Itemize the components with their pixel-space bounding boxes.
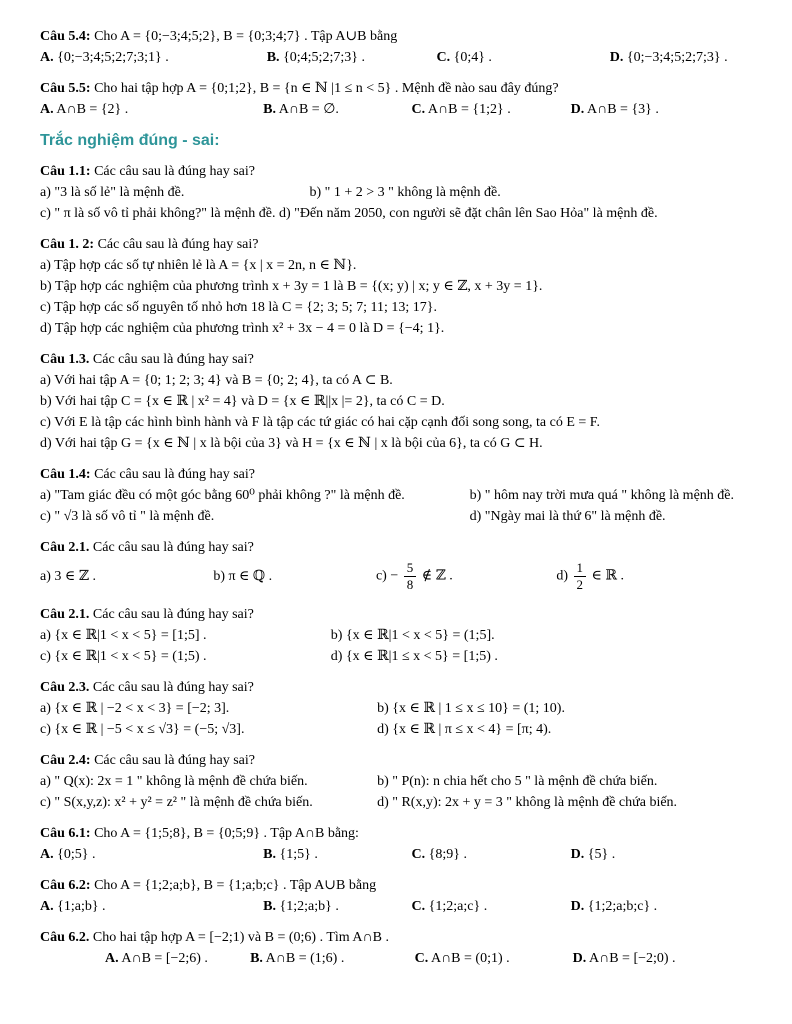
question-block-2-1b: [40, 604, 752, 667]
option-letter: B.: [263, 899, 276, 914]
question-block-2-3: [40, 677, 752, 740]
question-block-1-2: [40, 234, 752, 339]
question-stem: [40, 161, 752, 182]
question-block-1-3: [40, 349, 752, 454]
statements-row: [40, 182, 752, 203]
statement-c: c) Với E là tập các hình bình hành và F là tập các tứ giác có hai cặp cạnh đối song song, ta có E = F.: [40, 415, 600, 430]
option-letter: B.: [266, 50, 280, 65]
question-block-5-4: [40, 26, 752, 68]
question-text: Cho A = {0;−3;4;5;2}, B = {0;3;4;7} . Tập A∪B bằng: [94, 29, 398, 44]
question-label: Câu 6.2.: [40, 930, 90, 945]
option-b: [250, 948, 409, 969]
question-text: Các câu sau là đúng hay sai?: [94, 753, 256, 768]
question-text: Các câu sau là đúng hay sai?: [92, 540, 254, 555]
option-text: A∩B = ∅.: [278, 102, 339, 117]
statement-c: c) {x ∈ ℝ|1 < x < 5} = (1;5) .: [40, 649, 207, 664]
option-text: {1;2;a;b} .: [279, 899, 339, 914]
question-stem: [40, 537, 752, 558]
fraction-numerator: 1: [574, 561, 587, 577]
statement-c-prefix: c) −: [375, 568, 399, 584]
option-letter: D.: [570, 102, 585, 117]
question-stem: [40, 677, 752, 698]
statement-c: [376, 561, 550, 591]
statements-row: [40, 506, 752, 527]
statement-d-suffix: ∈ ℝ .: [591, 568, 625, 584]
question-label: Câu 5.4:: [40, 29, 91, 44]
option-a: [40, 844, 257, 865]
option-c: [412, 99, 565, 120]
option-text: A∩B = [−2;6) .: [121, 951, 208, 966]
statement-a: a) 3 ∈ ℤ .: [40, 568, 96, 584]
statement-a: a) "Tam giác đều có một góc bằng 60⁰ phải không ?" là mệnh đề.: [40, 488, 405, 503]
statement-c-suffix: ∉ ℤ .: [421, 568, 453, 584]
option-letter: A.: [40, 102, 54, 117]
statement-a: a) Tập hợp các số tự nhiên lẻ là A = {x | x = 2n, n ∈ ℕ}.: [40, 258, 357, 273]
option-letter: B.: [250, 951, 263, 966]
statement-b: b) {x ∈ ℝ|1 < x < 5} = (1;5].: [330, 628, 495, 643]
option-letter: A.: [105, 951, 119, 966]
statement-b: b) Tập hợp các nghiệm của phương trình x + 3y = 1 là B = {(x; y) | x; y ∈ ℤ, x + 3y = 1}.: [40, 279, 543, 294]
statement-c: c) {x ∈ ℝ | −5 < x ≤ √3} = (−5; √3].: [40, 722, 245, 737]
option-letter: C.: [414, 951, 429, 966]
question-label: Câu 2.3.: [40, 680, 90, 695]
statement-b: b) " hôm nay trời mưa quá " không là mệnh đề.: [469, 488, 734, 503]
question-block-6-2b: [40, 927, 752, 969]
option-letter: D.: [572, 951, 587, 966]
option-text: {1;5} .: [279, 847, 318, 862]
question-text: Cho hai tập hợp A = {0;1;2}, B = {n ∈ ℕ |1 ≤ n < 5} . Mệnh đề nào sau đây đúng?: [94, 81, 559, 96]
question-text: Các câu sau là đúng hay sai?: [94, 467, 256, 482]
option-letter: C.: [411, 847, 426, 862]
option-letter: C.: [436, 50, 451, 65]
statement-a: a) "3 là số lẻ" là mệnh đề.: [40, 185, 185, 200]
question-stem: [40, 750, 752, 771]
option-letter: C.: [411, 899, 426, 914]
option-letter: B.: [263, 102, 276, 117]
option-d: [571, 896, 752, 917]
option-a: [105, 948, 244, 969]
question-stem: [40, 927, 752, 948]
question-label: Câu 2.4:: [40, 753, 91, 768]
question-text: Cho hai tập hợp A = [−2;1) và B = (0;6) . Tìm A∩B .: [92, 930, 389, 945]
question-text: Các câu sau là đúng hay sai?: [92, 680, 254, 695]
statements-row: [40, 646, 752, 667]
question-label: Câu 5.5:: [40, 81, 91, 96]
option-letter: B.: [263, 847, 276, 862]
statement-d: d) "Ngày mai là thứ 6" là mệnh đề.: [469, 509, 666, 524]
option-a: [40, 896, 257, 917]
option-letter: A.: [40, 899, 54, 914]
question-text: Các câu sau là đúng hay sai?: [92, 352, 254, 367]
question-label: Câu 6.1:: [40, 826, 91, 841]
statement-d: d) Tập hợp các nghiệm của phương trình x² + 3x − 4 = 0 là D = {−4; 1}.: [40, 321, 445, 336]
option-b: [263, 844, 405, 865]
fraction-denominator: 2: [576, 576, 584, 592]
question-text: Các câu sau là đúng hay sai?: [92, 607, 254, 622]
option-c: [412, 896, 565, 917]
statement-d: [556, 561, 752, 591]
question-text: Cho A = {1;2;a;b}, B = {1;a;b;c} . Tập A∪B bằng: [94, 878, 377, 893]
options-row: [40, 47, 752, 68]
question-label: Câu 1.1:: [40, 164, 91, 179]
question-label: Câu 2.1.: [40, 607, 90, 622]
option-b: [267, 47, 431, 68]
question-stem: [40, 823, 752, 844]
statements-row: [40, 771, 752, 792]
option-c: [436, 47, 603, 68]
option-text: {0;4;5;2;7;3} .: [283, 50, 365, 65]
statement-b: b) {x ∈ ℝ | 1 ≤ x ≤ 10} = (1; 10).: [377, 701, 565, 716]
option-text: A∩B = (0;1) .: [430, 951, 510, 966]
question-block-1-4: [40, 464, 752, 527]
fraction-one-half: [574, 561, 587, 591]
option-text: {0;5} .: [57, 847, 96, 862]
question-block-2-4: [40, 750, 752, 813]
question-stem: [40, 234, 752, 255]
option-text: {1;a;b} .: [57, 899, 106, 914]
option-text: A∩B = {1;2} .: [427, 102, 511, 117]
statement-a: a) " Q(x): 2x = 1 " không là mệnh đề chứa biến.: [40, 774, 308, 789]
statement-c: c) Tập hợp các số nguyên tố nhỏ hơn 18 là C = {2; 3; 5; 7; 11; 13; 17}.: [40, 300, 437, 315]
question-block-1-1: [40, 161, 752, 224]
fraction-numerator: 5: [404, 561, 417, 577]
option-text: {1;2;a;c} .: [428, 899, 488, 914]
question-text: Các câu sau là đúng hay sai?: [94, 164, 256, 179]
statements-row: [40, 792, 752, 813]
option-text: {0;−3;4;5;2;7;3;1} .: [57, 50, 169, 65]
option-c: [415, 948, 567, 969]
question-label: Câu 2.1.: [40, 540, 90, 555]
options-row: [40, 99, 752, 120]
question-stem: [40, 349, 752, 370]
option-a: [40, 47, 261, 68]
option-d: [571, 844, 752, 865]
statement-b: b) π ∈ ℚ .: [213, 568, 273, 584]
option-text: A∩B = {2} .: [56, 102, 129, 117]
section-heading: Trắc nghiệm đúng - sai:: [40, 132, 220, 149]
question-label: Câu 6.2:: [40, 878, 91, 893]
statement-b: b) " P(n): n chia hết cho 5 " là mệnh đề chứa biến.: [377, 774, 658, 789]
question-stem: [40, 875, 752, 896]
question-block-5-5: [40, 78, 752, 120]
option-text: {1;2;a;b;c} .: [587, 899, 658, 914]
statement-a: a) Với hai tập A = {0; 1; 2; 3; 4} và B = {0; 2; 4}, ta có A ⊂ B.: [40, 373, 393, 388]
question-text: Cho A = {1;5;8}, B = {0;5;9} . Tập A∩B bằng:: [94, 826, 359, 841]
option-b: [263, 896, 405, 917]
statement-d-prefix: d): [556, 568, 569, 584]
options-row: [40, 844, 752, 865]
option-text: A∩B = (1;6) .: [265, 951, 345, 966]
statement-d: d) Với hai tập G = {x ∈ ℕ | x là bội của 3} và H = {x ∈ ℕ | x là bội của 6}, ta có G ⊂ H.: [40, 436, 543, 451]
options-row: [40, 896, 752, 917]
option-d: [610, 47, 752, 68]
statement-b: b) Với hai tập C = {x ∈ ℝ | x² = 4} và D = {x ∈ ℝ||x |= 2}, ta có C = D.: [40, 394, 445, 409]
option-letter: A.: [40, 50, 54, 65]
option-text: {0;4} .: [453, 50, 492, 65]
option-a: [40, 99, 257, 120]
option-d: [573, 948, 752, 969]
option-letter: A.: [40, 847, 54, 862]
statement-c: c) " S(x,y,z): x² + y² = z² " là mệnh đề chứa biến.: [40, 795, 313, 810]
question-label: Câu 1. 2:: [40, 237, 95, 252]
question-stem: [40, 604, 752, 625]
option-d: [571, 99, 752, 120]
option-letter: D.: [609, 50, 624, 65]
option-text: A∩B = [−2;0) .: [588, 951, 676, 966]
question-stem: [40, 464, 752, 485]
option-c: [412, 844, 565, 865]
statement-d: d) {x ∈ ℝ|1 ≤ x < 5} = [1;5) .: [330, 649, 498, 664]
option-text: A∩B = {3} .: [586, 102, 659, 117]
statement-a: a) {x ∈ ℝ|1 < x < 5} = [1;5] .: [40, 628, 207, 643]
option-text: {8;9} .: [428, 847, 468, 862]
question-stem: [40, 26, 752, 47]
fraction-five-eighths: [404, 561, 417, 591]
statements-row: [40, 625, 752, 646]
question-block-6-1: [40, 823, 752, 865]
question-text: Các câu sau là đúng hay sai?: [97, 237, 259, 252]
statements-row: [40, 485, 752, 506]
statement-d: d) {x ∈ ℝ | π ≤ x < 4} = [π; 4).: [377, 722, 552, 737]
option-letter: D.: [570, 847, 585, 862]
question-block-2-1a: [40, 537, 752, 594]
statements-row: [40, 719, 752, 740]
question-block-6-2: [40, 875, 752, 917]
option-b: [263, 99, 405, 120]
question-label: Câu 1.4:: [40, 467, 91, 482]
option-letter: D.: [570, 899, 585, 914]
question-stem: [40, 78, 752, 99]
statement-c: c) " √3 là số vô tỉ " là mệnh đề.: [40, 509, 215, 524]
statements-row: [40, 558, 752, 594]
option-text: {5} .: [587, 847, 616, 862]
fraction-denominator: 8: [406, 576, 414, 592]
statement-d: d) " R(x,y): 2x + y = 3 " không là mệnh đề chứa biến.: [377, 795, 678, 810]
statement-b: b) " 1 + 2 > 3 " không là mệnh đề.: [309, 185, 501, 200]
option-text: {0;−3;4;5;2;7;3} .: [626, 50, 728, 65]
options-row: [40, 948, 752, 969]
statement-cd: c) " π là số vô tỉ phải không?" là mệnh đề. d) "Đến năm 2050, con người sẽ đặt chân lên Sao Hỏa" là mệnh đề.: [40, 206, 658, 221]
statement-a: a) {x ∈ ℝ | −2 < x < 3} = [−2; 3].: [40, 701, 230, 716]
statements-row: [40, 698, 752, 719]
option-letter: C.: [411, 102, 426, 117]
question-label: Câu 1.3.: [40, 352, 90, 367]
